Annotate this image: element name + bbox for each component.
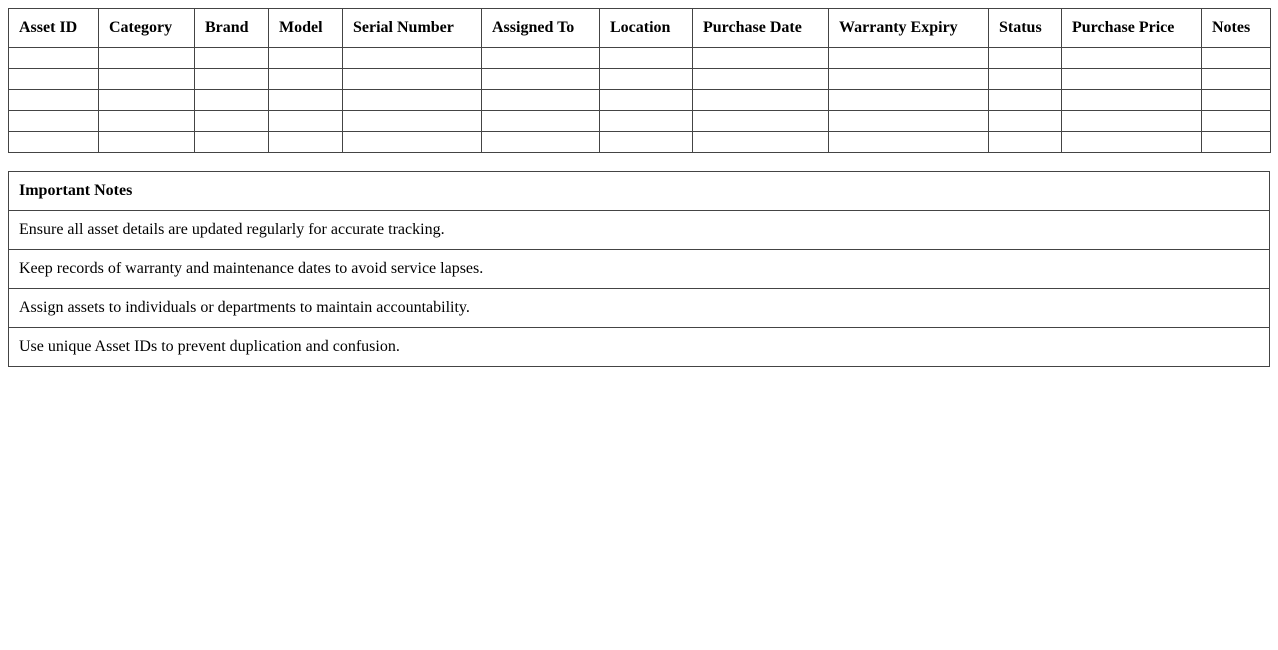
header-purchase-date: Purchase Date [693, 9, 829, 48]
notes-header-row [9, 172, 1270, 211]
header-row [9, 9, 1271, 48]
table-cell[interactable] [693, 132, 829, 153]
table-cell[interactable] [269, 48, 343, 69]
header-location: Location [600, 9, 693, 48]
table-cell[interactable] [269, 90, 343, 111]
table-cell[interactable] [1202, 48, 1271, 69]
notes-table [8, 171, 1270, 367]
header-serial-number: Serial Number [343, 9, 482, 48]
table-cell[interactable] [482, 132, 600, 153]
table-cell[interactable] [343, 111, 482, 132]
table-cell[interactable] [989, 48, 1062, 69]
header-purchase-price: Purchase Price [1062, 9, 1202, 48]
table-cell[interactable] [343, 132, 482, 153]
table-cell[interactable] [829, 90, 989, 111]
table-cell[interactable] [693, 69, 829, 90]
table-row [9, 48, 1271, 69]
table-cell[interactable] [482, 69, 600, 90]
note-row [9, 328, 1270, 367]
header-status: Status [989, 9, 1062, 48]
table-row [9, 69, 1271, 90]
table-cell[interactable] [9, 132, 99, 153]
table-row [9, 111, 1271, 132]
asset-table [8, 8, 1271, 153]
table-cell[interactable] [269, 132, 343, 153]
table-cell[interactable] [482, 48, 600, 69]
table-cell[interactable] [829, 111, 989, 132]
table-cell[interactable] [1062, 111, 1202, 132]
table-cell[interactable] [693, 48, 829, 69]
table-cell[interactable] [269, 69, 343, 90]
note-item: Ensure all asset details are updated regularly for accurate tracking. [9, 211, 1270, 250]
note-item: Keep records of warranty and maintenance dates to avoid service lapses. [9, 250, 1270, 289]
table-cell[interactable] [482, 90, 600, 111]
table-cell[interactable] [1202, 69, 1271, 90]
note-row [9, 289, 1270, 328]
table-row [9, 132, 1271, 153]
table-cell[interactable] [1062, 69, 1202, 90]
table-cell[interactable] [9, 111, 99, 132]
header-assigned-to: Assigned To [482, 9, 600, 48]
notes-title: Important Notes [9, 172, 1270, 211]
table-cell[interactable] [99, 111, 195, 132]
table-cell[interactable] [195, 132, 269, 153]
table-cell[interactable] [600, 90, 693, 111]
table-cell[interactable] [195, 111, 269, 132]
table-cell[interactable] [269, 111, 343, 132]
table-cell[interactable] [829, 69, 989, 90]
note-row [9, 250, 1270, 289]
table-cell[interactable] [99, 48, 195, 69]
asset-table-body [9, 48, 1271, 153]
note-row [9, 211, 1270, 250]
header-notes: Notes [1202, 9, 1271, 48]
header-model: Model [269, 9, 343, 48]
table-cell[interactable] [343, 69, 482, 90]
note-item: Assign assets to individuals or departments to maintain accountability. [9, 289, 1270, 328]
table-cell[interactable] [989, 111, 1062, 132]
table-cell[interactable] [600, 69, 693, 90]
table-cell[interactable] [989, 132, 1062, 153]
table-cell[interactable] [195, 48, 269, 69]
table-cell[interactable] [829, 132, 989, 153]
header-asset-id: Asset ID [9, 9, 99, 48]
table-cell[interactable] [693, 90, 829, 111]
table-cell[interactable] [99, 90, 195, 111]
table-cell[interactable] [989, 90, 1062, 111]
table-cell[interactable] [1202, 111, 1271, 132]
table-cell[interactable] [482, 111, 600, 132]
header-category: Category [99, 9, 195, 48]
header-warranty-expiry: Warranty Expiry [829, 9, 989, 48]
table-cell[interactable] [600, 132, 693, 153]
table-cell[interactable] [9, 90, 99, 111]
table-cell[interactable] [1062, 90, 1202, 111]
table-cell[interactable] [343, 90, 482, 111]
header-brand: Brand [195, 9, 269, 48]
table-cell[interactable] [1202, 90, 1271, 111]
table-cell[interactable] [600, 48, 693, 69]
table-row [9, 90, 1271, 111]
table-cell[interactable] [195, 69, 269, 90]
table-cell[interactable] [9, 69, 99, 90]
table-cell[interactable] [1062, 132, 1202, 153]
table-cell[interactable] [829, 48, 989, 69]
table-cell[interactable] [1062, 48, 1202, 69]
table-cell[interactable] [9, 48, 99, 69]
table-cell[interactable] [99, 69, 195, 90]
table-cell[interactable] [99, 132, 195, 153]
note-item: Use unique Asset IDs to prevent duplication and confusion. [9, 328, 1270, 367]
table-cell[interactable] [343, 48, 482, 69]
table-cell[interactable] [989, 69, 1062, 90]
table-cell[interactable] [195, 90, 269, 111]
table-cell[interactable] [693, 111, 829, 132]
table-cell[interactable] [1202, 132, 1271, 153]
table-cell[interactable] [600, 111, 693, 132]
